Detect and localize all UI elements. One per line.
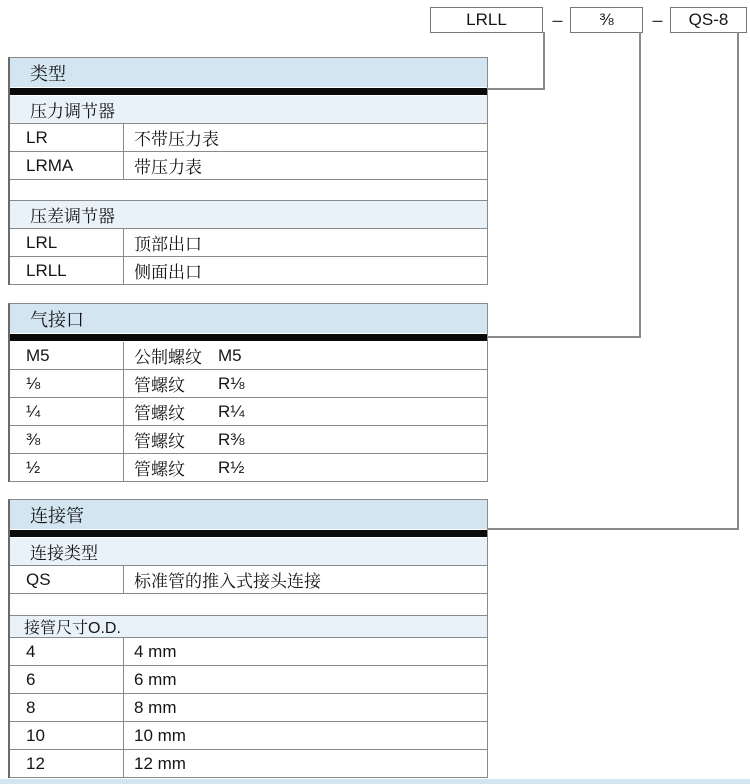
header-label: 压差调节器 (30, 207, 115, 226)
black-divider-bar (10, 87, 487, 96)
table-row (10, 666, 487, 694)
description-part1: 公制螺纹 (134, 348, 202, 367)
table-row (10, 370, 487, 398)
description-cell: 4 mm (134, 641, 177, 661)
code-box-type: LRLL (430, 7, 543, 33)
description-cell (124, 342, 487, 369)
table-row (10, 152, 487, 180)
table-row (10, 722, 487, 750)
section-header (10, 304, 487, 333)
table-row (10, 257, 487, 285)
table-row (10, 229, 487, 257)
table-row (10, 426, 487, 454)
description-part2: R⅜ (218, 429, 245, 449)
code-cell: ½ (10, 454, 124, 481)
connector-line-tube-vertical (737, 32, 739, 530)
code-cell: M5 (10, 342, 124, 369)
code-separator-dash: – (652, 9, 663, 30)
code-cell: 10 (10, 722, 124, 749)
code-cell: 12 (10, 750, 124, 777)
table-row (10, 638, 487, 666)
next-section-header-strip (0, 779, 750, 784)
section-header (10, 58, 487, 87)
description-cell: 12 mm (134, 753, 186, 773)
description-cell (124, 398, 487, 425)
description-cell: 侧面出口 (134, 263, 202, 282)
spacer-row (10, 180, 487, 201)
header-label: 气接口 (30, 309, 84, 330)
table-row (10, 342, 487, 370)
description-part2: M5 (218, 345, 242, 365)
description-cell: 不带压力表 (134, 130, 219, 149)
connector-line-type-horizontal (488, 88, 545, 90)
table-row (10, 750, 487, 778)
table-row (10, 398, 487, 426)
header-label: 连接类型 (30, 544, 98, 563)
code-cell: LRL (10, 229, 124, 256)
group-header (10, 96, 487, 124)
black-divider-bar (10, 529, 487, 538)
header-label: 压力调节器 (30, 102, 115, 121)
code-box-tube: QS-8 (670, 7, 747, 33)
table-row (10, 454, 487, 482)
code-cell: ⅜ (10, 426, 124, 453)
group-header (10, 538, 487, 566)
code-cell: LRMA (10, 152, 124, 179)
connector-line-port-horizontal (488, 336, 641, 338)
description-part1: 管螺纹 (134, 376, 185, 395)
description-part1: 管螺纹 (134, 404, 185, 423)
description-cell (124, 426, 487, 453)
description-part2: R¼ (218, 401, 245, 421)
description-part2: R⅛ (218, 373, 245, 393)
code-cell: LR (10, 124, 124, 151)
black-divider-bar (10, 333, 487, 342)
code-cell: 4 (10, 638, 124, 665)
code-separator-dash: – (552, 9, 563, 30)
section-port (8, 303, 488, 482)
description-cell (124, 454, 487, 481)
code-cell: QS (10, 566, 124, 593)
code-cell: 8 (10, 694, 124, 721)
description-cell: 标准管的推入式接头连接 (134, 572, 321, 591)
description-cell: 10 mm (134, 725, 186, 745)
code-cell: ⅛ (10, 370, 124, 397)
table-row (10, 124, 487, 152)
table-row (10, 566, 487, 594)
description-part1: 管螺纹 (134, 460, 185, 479)
spacer-row (10, 594, 487, 616)
connector-line-type-vertical (543, 32, 545, 90)
description-cell (124, 370, 487, 397)
section-header (10, 500, 487, 529)
code-cell: ¼ (10, 398, 124, 425)
group-header (10, 616, 487, 638)
header-label: 连接管 (30, 505, 84, 526)
description-cell: 8 mm (134, 697, 177, 717)
description-cell: 6 mm (134, 669, 177, 689)
connector-line-tube-horizontal (488, 528, 739, 530)
table-row (10, 694, 487, 722)
description-cell: 顶部出口 (134, 235, 202, 254)
code-cell: 6 (10, 666, 124, 693)
header-label: 接管尺寸O.D. (24, 620, 121, 637)
header-label: 类型 (30, 63, 66, 84)
code-cell: LRLL (10, 257, 124, 284)
code-box-port: ⅜ (570, 7, 643, 33)
description-part1: 管螺纹 (134, 432, 185, 451)
description-cell: 带压力表 (134, 158, 202, 177)
connector-line-port-vertical (639, 32, 641, 338)
description-part2: R½ (218, 457, 245, 477)
section-tube (8, 499, 488, 778)
section-type (8, 57, 488, 285)
group-header (10, 201, 487, 229)
